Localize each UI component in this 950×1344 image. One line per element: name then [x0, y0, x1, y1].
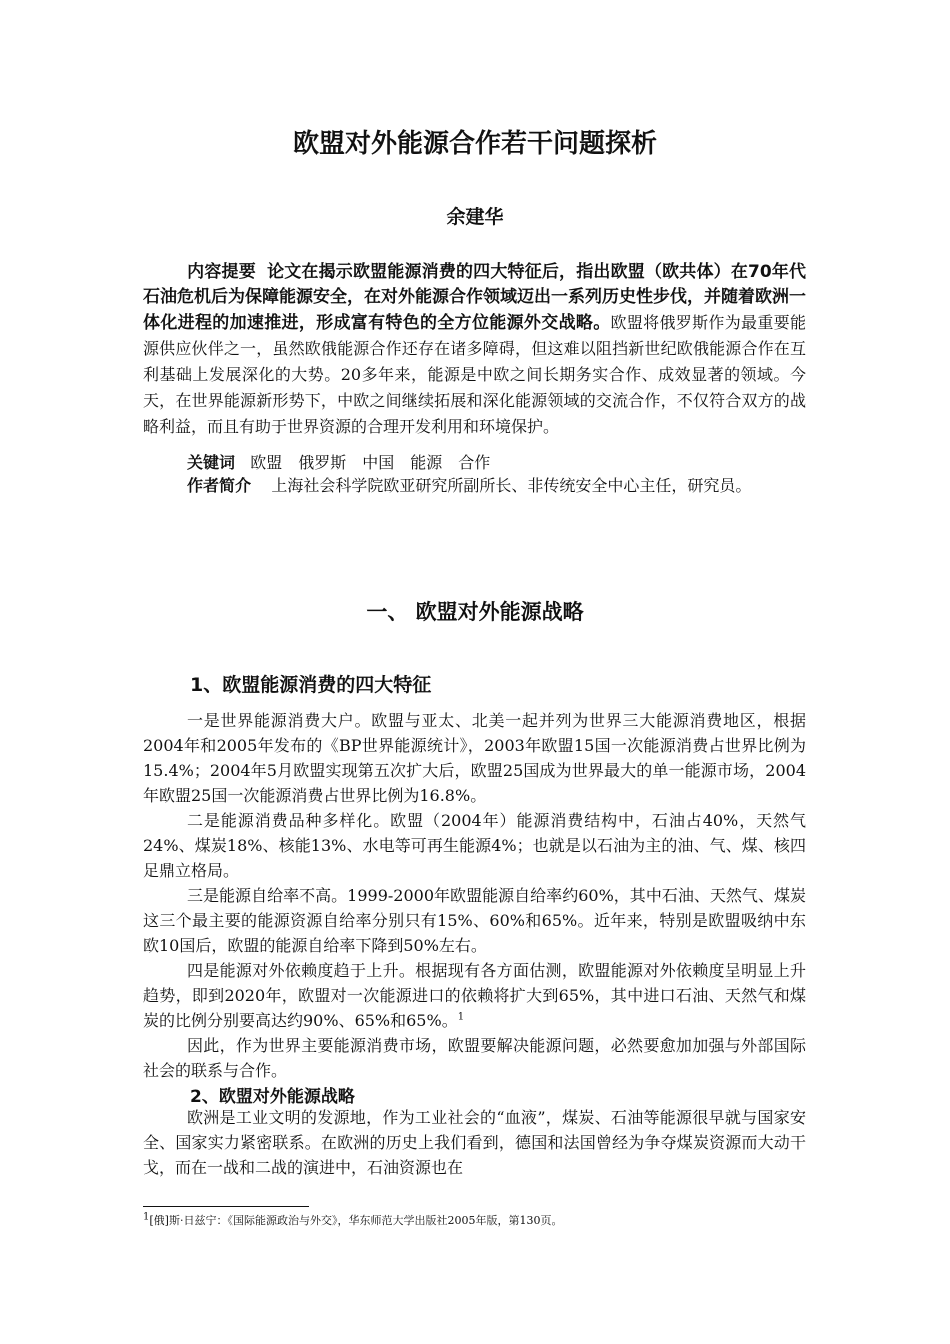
- keywords: [143, 450, 806, 475]
- keywords-label: 关键词: [187, 453, 236, 472]
- abstract-text: 欧盟将俄罗斯作为最重要能源供应伙伴之一，虽然欧俄能源合作还存在诸多障碍，但这难以阻挡新世纪欧俄能源合作在互利基础上发展深化的大势。20多年来，能源是中欧之间长期务实合作、成效显著的领域。今天，在世界能源新形势下，中欧之间继续拓展和深化能源领域的交流合作，不仅符合双方的战略利益，而且有助于世界资源的合理开发利用和环境保护。: [143, 313, 806, 436]
- footnote-mark[interactable]: 1: [457, 1011, 465, 1023]
- section-body-2: [143, 1105, 806, 1180]
- abstract-bold-text: 论文在揭示欧盟能源消费的四大特征后，指出欧盟（欧共体）在70年代石油危机后为保障能源安全，在对外能源合作领域迈出一系列历史性步伐，并随着欧洲一体化进程的加速推进，形成富有特色的全方位能源外交战略。: [143, 262, 807, 333]
- paragraph: 因此，作为世界主要能源消费市场，欧盟要解决能源问题，必然要愈加加强与外部国际社会的联系与合作。: [143, 1036, 806, 1080]
- abstract-label: 内容提要: [187, 262, 256, 282]
- bio-text: 上海社会科学院欧亚研究所副所长、非传统安全中心主任，研究员。: [271, 476, 752, 495]
- bio-label: 作者简介: [187, 476, 252, 495]
- footnote-text: [俄]斯·日兹宁：《国际能源政治与外交》，华东师范大学出版社2005年版，第130页。: [149, 1214, 563, 1227]
- author-bio: [143, 473, 806, 498]
- footnote: [143, 1212, 562, 1228]
- paragraph-text: 四是能源对外依赖度趋于上升。根据现有各方面估测，欧盟能源对外依赖度呈明显上升趋势，即到2020年，欧盟对一次能源进口的依赖将扩大到65%，其中进口石油、天然气和煤炭的比例分别要高达约90%、65%和65%。: [143, 961, 806, 1030]
- section-body-1: [143, 708, 806, 1083]
- paragraph: 欧洲是工业文明的发源地，作为工业社会的“血液”，煤炭、石油等能源很早就与国家安全、国家实力紧密联系。在欧洲的历史上我们看到，德国和法国曾经为争夺煤炭资源而大动干戈，而在一战和二战的演进中，石油资源也在: [143, 1108, 806, 1177]
- author-name: 余建华: [446, 206, 504, 228]
- abstract: [143, 260, 806, 440]
- keywords-text: 欧盟 俄罗斯 中国 能源 合作: [250, 453, 491, 472]
- paper-title: 欧盟对外能源合作若干问题探析: [292, 129, 657, 159]
- footnote-number: 1: [143, 1211, 150, 1223]
- paragraph: 三是能源自给率不高。1999-2000年欧盟能源自给率约60%，其中石油、天然气、煤炭这三个最主要的能源资源自给率分别只有15%、60%和65%。近年来，特别是欧盟吸纳中东欧10国后，欧盟的能源自给率下降到50%左右。: [143, 886, 806, 955]
- subsection-heading-1: 1、欧盟能源消费的四大特征: [190, 674, 432, 696]
- paragraph: 一是世界能源消费大户。欧盟与亚太、北美一起并列为世界三大能源消费地区，根据2004年和2005年发布的《BP世界能源统计》，2003年欧盟15国一次能源消费占世界比例为15.4%；2004年5月欧盟实现第五次扩大后，欧盟25国成为世界最大的单一能源市场，2004年欧盟25国一次能源消费占世界比例为16.8%。: [143, 711, 806, 805]
- section-heading: 一、 欧盟对外能源战略: [366, 600, 584, 624]
- paragraph-with-footnote: [143, 958, 806, 1033]
- subsection-heading-2: 2、欧盟对外能源战略: [190, 1087, 355, 1107]
- paragraph: 二是能源消费品种多样化。欧盟（2004年）能源消费结构中，石油占40%，天然气24%、煤炭18%、核能13%、水电等可再生能源4%；也就是以石油为主的油、气、煤、核四足鼎立格局。: [143, 811, 806, 880]
- footnote-divider: [143, 1206, 309, 1207]
